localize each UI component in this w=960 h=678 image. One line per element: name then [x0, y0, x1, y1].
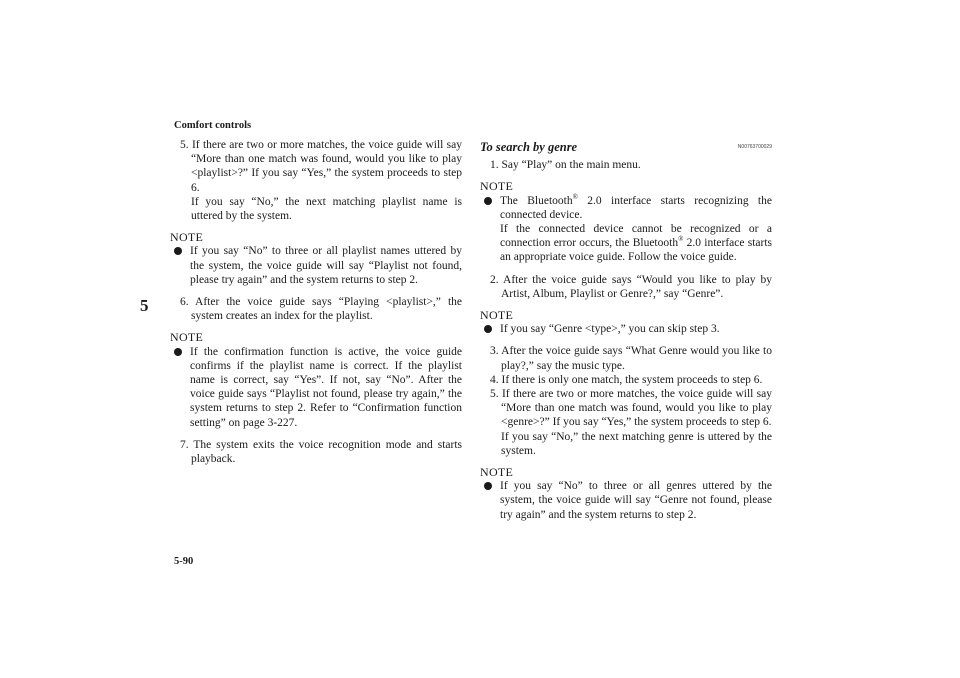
right-column	[480, 138, 772, 522]
step-5-continued: If you say “No,” the next matching playlist name is uttered by the system.	[191, 195, 462, 223]
note-bullet	[170, 345, 462, 430]
note-text: If the confirmation function is active, the voice guide confirms if the playlist name is correct. If the playlist name is correct, say “Yes”. If not, say “No”. After the voice guide says “Playlist not found, please try again,” the system returns to step 2. Refer to “Confirmation function setting” on page 3-227.	[190, 345, 462, 429]
note-text: If you say “No” to three or all playlist names uttered by the system, the voice guide will say “Playlist not found, please try again” and the system returns to step 2.	[190, 245, 462, 286]
step-2: 2. After the voice guide says “Would you like to play by Artist, Album, Playlist or Genre?,” say “Genre”.	[490, 273, 772, 300]
step-6: 6. After the voice guide says “Playing <playlist>,” the system creates an index for the playlist.	[180, 296, 462, 323]
chapter-tab-number: 5	[140, 296, 149, 315]
note-bullet	[480, 479, 772, 522]
note-text: If you say “No” to three or all genres uttered by the system, the voice guide will say “Genre not found, please try again” and the system returns to step 2.	[500, 480, 772, 521]
bullet-dot-icon	[174, 247, 182, 255]
page-number: 5-90	[174, 556, 194, 567]
left-column	[170, 138, 462, 466]
note-text: If you say “Genre <type>,” you can skip step 3.	[500, 323, 720, 336]
bullet-dot-icon	[484, 197, 492, 205]
bullet-dot-icon	[484, 325, 492, 333]
step-5: 5. If there are two or more matches, the voice guide will say “More than one match was found, would you like to play <genre>?” If you say “Yes,” the system proceeds to step 6.	[490, 388, 772, 429]
section-title: To search by genre	[480, 140, 578, 154]
step-3: 3. After the voice guide says “What Genre would you like to play?,” say the music type.	[490, 345, 772, 372]
step-7: 7. The system exits the voice recognition mode and starts playback.	[180, 438, 462, 466]
note-heading: NOTE	[170, 230, 204, 245]
step-5: 5. If there are two or more matches, the voice guide will say “More than one match was found, would you like to play <playlist>?” If you say “Yes,” the system proceeds to step 6.	[180, 139, 462, 194]
note-bullet	[480, 322, 772, 336]
running-header: Comfort controls	[174, 120, 252, 131]
step-1: 1. Say “Play” on the main menu.	[490, 159, 641, 172]
note-bullet	[170, 244, 462, 287]
note-heading: NOTE	[170, 330, 204, 345]
bullet-dot-icon	[484, 482, 492, 490]
step-5-continued: If you say “No,” the next matching genre is uttered by the system.	[501, 430, 772, 457]
note-heading: NOTE	[480, 179, 514, 194]
bullet-dot-icon	[174, 348, 182, 356]
note-heading: NOTE	[480, 465, 514, 480]
note-heading: NOTE	[480, 308, 514, 323]
step-4: 4. If there is only one match, the system proceeds to step 6.	[490, 373, 763, 386]
section-code: N00763700029	[737, 144, 772, 150]
note-bullet: The Bluetooth® 2.0 interface starts recognizing the connected device. If the connected device cannot be recognized or a connection error occurs, the Bluetooth® 2.0 interface starts an appropriate voice guide. Follow the voice guide.	[480, 194, 772, 265]
